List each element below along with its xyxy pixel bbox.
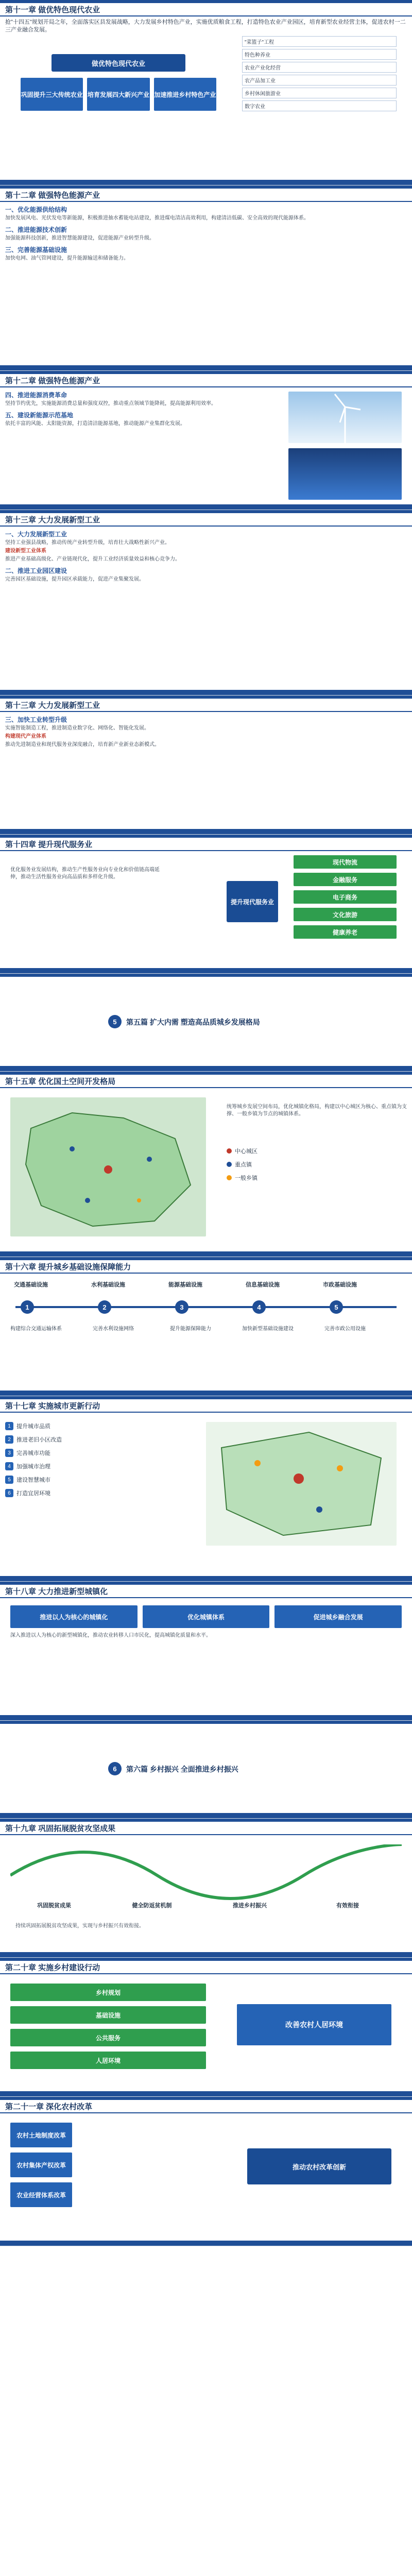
node-marker: 4: [252, 1300, 266, 1314]
subheading: 三、加快工业转型升级: [5, 716, 67, 723]
body-text: 实施智能制造工程，推进制造业数字化、网络化、智能化发展。: [5, 725, 149, 731]
goal-box: 推动农村改革创新: [247, 2148, 391, 2184]
item-icon: 6: [5, 1489, 13, 1497]
goal-box: 改善农村人居环境: [237, 2004, 391, 2045]
highlight-text: 建设新型工业体系: [5, 548, 46, 554]
body-text: 加快电网、油气管网建设，提升能源输送和储备能力。: [5, 256, 129, 261]
footer-bar: [0, 829, 412, 834]
subheading: 五、建设新能源示范基地: [5, 412, 74, 419]
slide-spatial-layout: [0, 1072, 412, 1257]
slide-title: 第二十章 实施乡村建设行动: [0, 1961, 412, 1974]
legend-label: 中心城区: [235, 1148, 258, 1155]
node-title: 有效衔接: [336, 1903, 359, 1909]
footer-bar: [0, 1251, 412, 1257]
wind-turbine-photo: [288, 392, 402, 443]
slide-rural-reform: [0, 2097, 412, 2246]
node-marker: 3: [175, 1300, 188, 1314]
highlight-text: 构建现代产业体系: [5, 734, 46, 739]
item-icon: 2: [5, 1435, 13, 1444]
node-label: 构建综合交通运输体系: [10, 1326, 62, 1332]
footer-bar: [0, 180, 412, 185]
body-text: 加快发展风电、光伏发电等新能源，积极推进抽水蓄能电站建设，推进煤电清洁高效利用，构建清洁低碳、安全高效的现代能源体系。: [5, 215, 309, 221]
legend-dot-icon: [227, 1162, 232, 1167]
body-text: 加强能源科技创新，推进智慧能源建设，促进能源产业转型升级。: [5, 235, 154, 241]
node-title: 信息基础设施: [246, 1282, 280, 1288]
center-box: 做优特色现代农业: [52, 54, 185, 72]
reform-box: 农业经营体系改革: [10, 2182, 72, 2207]
body-text: 坚持工业强县战略，推动传统产业转型升级，培育壮大战略性新兴产业。: [5, 540, 170, 546]
slide-title: 第十五章 优化国土空间开发格局: [0, 1075, 412, 1088]
rural-box: 基础设施: [10, 2006, 206, 2024]
item-icon: 1: [5, 1422, 13, 1430]
footer-bar: [0, 1391, 412, 1396]
footer-bar: [0, 1066, 412, 1071]
slide-title: 第十七章 实施城市更新行动: [0, 1399, 412, 1413]
node-title: 推进乡村振兴: [233, 1903, 267, 1909]
slide-title: 第十二章 做强特色能源产业: [0, 189, 412, 202]
solar-panel-photo: [288, 448, 402, 500]
slide-infrastructure: [0, 1257, 412, 1396]
list-item: 推进老旧小区改造: [16, 1437, 62, 1443]
city-map-icon: [206, 1422, 397, 1546]
list-item: 建设智慧城市: [16, 1477, 50, 1483]
node-label: 完善水利设施网络: [93, 1326, 134, 1332]
box-rural-industries: 加速推进乡村特色产业: [154, 78, 216, 111]
slide-part-5-banner: [0, 974, 412, 1072]
item-icon: 3: [5, 1449, 13, 1457]
slide-title: 第十四章 提升现代服务业: [0, 838, 412, 851]
legend-dot-icon: [227, 1148, 232, 1154]
slide-rural-construction: [0, 1958, 412, 2097]
right-item: 数字农业: [242, 100, 397, 111]
region-map: [10, 1097, 206, 1236]
legend-label: 一般乡镇: [235, 1175, 258, 1181]
node-label: 提升能源保障能力: [170, 1326, 211, 1332]
subheading: 二、推进工业园区建设: [5, 567, 67, 574]
reform-box: 农村土地制度改革: [10, 2123, 72, 2147]
body-text: 坚持节约优先，实施能源消费总量和强度双控，推动重点领域节能降耗，提高能源利用效率。: [5, 401, 216, 406]
box-traditional-agriculture: 巩固提升三大传统农业: [21, 78, 83, 111]
footer-bar: [0, 1715, 412, 1720]
right-item: 农产品加工业: [242, 75, 397, 86]
box-urban-rural: 促进城乡融合发展: [274, 1605, 402, 1628]
body-text: 持续巩固拓展脱贫攻坚成果，实现与乡村振兴有效衔接。: [15, 1923, 144, 1929]
node-marker: 5: [330, 1300, 343, 1314]
part-title: 第五篇 扩大内需 塑造高品质城乡发展格局: [126, 1018, 260, 1026]
map-legend: [221, 1144, 263, 1185]
node-title: 健全防返贫机制: [132, 1903, 172, 1909]
slide-title: 第十九章 巩固拓展脱贫攻坚成果: [0, 1822, 412, 1835]
wind-turbine-icon: [288, 392, 402, 443]
top-bar: [0, 974, 412, 977]
footer-bar: [0, 504, 412, 510]
footer-bar: [0, 365, 412, 370]
subheading: 一、优化能源供给结构: [5, 206, 67, 213]
list-item: 加强城市治理: [16, 1464, 50, 1470]
node-marker: 2: [98, 1300, 111, 1314]
body-text: 优化服务业发展结构，推动生产性服务业向专业化和价值链高端延伸，推动生活性服务业向高品质和多样化升级。: [10, 867, 160, 880]
slide-urbanization: [0, 1582, 412, 1721]
right-item: 农业产业化经营: [242, 62, 397, 73]
node-title: 交通基础设施: [14, 1282, 48, 1288]
node-title: 水利基础设施: [91, 1282, 125, 1288]
center-box: 提升现代服务业: [227, 881, 278, 922]
body-text: 完善园区基础设施，提升园区承载能力，促进产业集聚发展。: [5, 577, 144, 582]
slide-title: 第十三章 大力发展新型工业: [0, 513, 412, 527]
item-icon: 5: [5, 1476, 13, 1484]
node-title: 能源基础设施: [168, 1282, 202, 1288]
legend-label: 重点镇: [235, 1162, 252, 1168]
slide-poverty-results: [0, 1819, 412, 1958]
node-marker: 1: [21, 1300, 34, 1314]
item-icon: 4: [5, 1462, 13, 1470]
slide-services: [0, 835, 412, 974]
right-item: 乡村休闲旅游业: [242, 88, 397, 98]
part-number: 5: [108, 1015, 122, 1028]
footer-bar: [0, 690, 412, 695]
slide-modern-agriculture: [0, 0, 412, 185]
footer-bar: [0, 1952, 412, 1957]
footer-bar: [0, 1576, 412, 1581]
slide-urban-renewal: [0, 1396, 412, 1582]
slide-industry-1: [0, 510, 412, 696]
part-number: 6: [108, 1762, 122, 1775]
slide-title: 第十一章 做优特色现代农业: [0, 3, 412, 16]
reform-box: 农村集体产权改革: [10, 2153, 72, 2177]
node-title: 巩固脱贫成果: [37, 1903, 71, 1909]
intro-text: 抢"十四五"规划开局之年，全面落实区县发展战略，大力发展乡村特色产业，实施优质粮食工程，打造特色农业产业园区，培育新型农业经营主体，促进农村一二三产业融合发展。: [5, 19, 406, 33]
service-box: 现代物流: [294, 855, 397, 869]
box-emerging-industries: 培育发展四大新兴产业: [87, 78, 149, 111]
service-box: 金融服务: [294, 873, 397, 886]
right-item: "菜篮子"工程: [242, 36, 397, 47]
slide-energy-2: [0, 371, 412, 510]
footer-bar: [0, 2241, 412, 2246]
list-item: 提升城市品质: [16, 1423, 50, 1430]
body-text: 统筹城乡发展空间布局，优化城镇化格局，构建以中心城区为核心、重点镇为支撑、一般乡镇为节点的城镇体系。: [227, 1104, 407, 1117]
node-label: 完善市政公用设施: [324, 1326, 366, 1332]
slide-title: 第十六章 提升城乡基础设施保障能力: [0, 1260, 412, 1274]
wave-diagram: [10, 1844, 402, 1906]
box-town-system: 优化城镇体系: [143, 1605, 270, 1628]
service-box: 电子商务: [294, 890, 397, 904]
slide-title: 第十三章 大力发展新型工业: [0, 699, 412, 712]
footer-bar: [0, 2091, 412, 2096]
body-text: 推动先进制造业和现代服务业深度融合，培育新产业新业态新模式。: [5, 742, 160, 748]
city-map: [206, 1422, 397, 1546]
body-text: 依托丰富的风能、太阳能资源，打造清洁能源基地，推动能源产业集群化发展。: [5, 421, 185, 427]
map-outline-icon: [10, 1097, 206, 1236]
subheading: 二、推进能源技术创新: [5, 226, 67, 233]
slide-industry-2: [0, 696, 412, 835]
body-text: 推进产业基础高级化、产业链现代化，提升工业经济质量效益和核心竞争力。: [5, 556, 180, 562]
right-item: 特色种养业: [242, 49, 397, 60]
slide-title: 第十八章 大力推进新型城镇化: [0, 1585, 412, 1598]
service-box: 文化旅游: [294, 908, 397, 921]
body-text: 深入推进以人为核心的新型城镇化，推动农业转移人口市民化，提高城镇化质量和水平。: [10, 1633, 211, 1638]
subheading: 一、大力发展新型工业: [5, 531, 67, 538]
rural-box: 公共服务: [10, 2029, 206, 2046]
slide-title: 第十二章 做强特色能源产业: [0, 374, 412, 387]
node-label: 加快新型基础设施建设: [242, 1326, 294, 1332]
subheading: 四、推进能源消费革命: [5, 392, 67, 399]
list-item: 完善城市功能: [16, 1450, 50, 1456]
slide-energy-1: [0, 185, 412, 371]
node-title: 市政基础设施: [323, 1282, 357, 1288]
legend-dot-icon: [227, 1175, 232, 1180]
rural-box: 人居环境: [10, 2052, 206, 2069]
subheading: 三、完善能源基础设施: [5, 246, 67, 253]
slide-title: 第二十一章 深化农村改革: [0, 2100, 412, 2113]
footer-bar: [0, 968, 412, 973]
footer-bar: [0, 1813, 412, 1818]
service-box: 健康养老: [294, 925, 397, 939]
box-people-centered: 推进以人为核心的城镇化: [10, 1605, 138, 1628]
rural-box: 乡村规划: [10, 1984, 206, 2001]
slide-part-6-banner: [0, 1721, 412, 1819]
part-title: 第六篇 乡村振兴 全面推进乡村振兴: [126, 1765, 238, 1773]
top-bar: [0, 1721, 412, 1724]
list-item: 打造宜居环境: [16, 1490, 50, 1497]
